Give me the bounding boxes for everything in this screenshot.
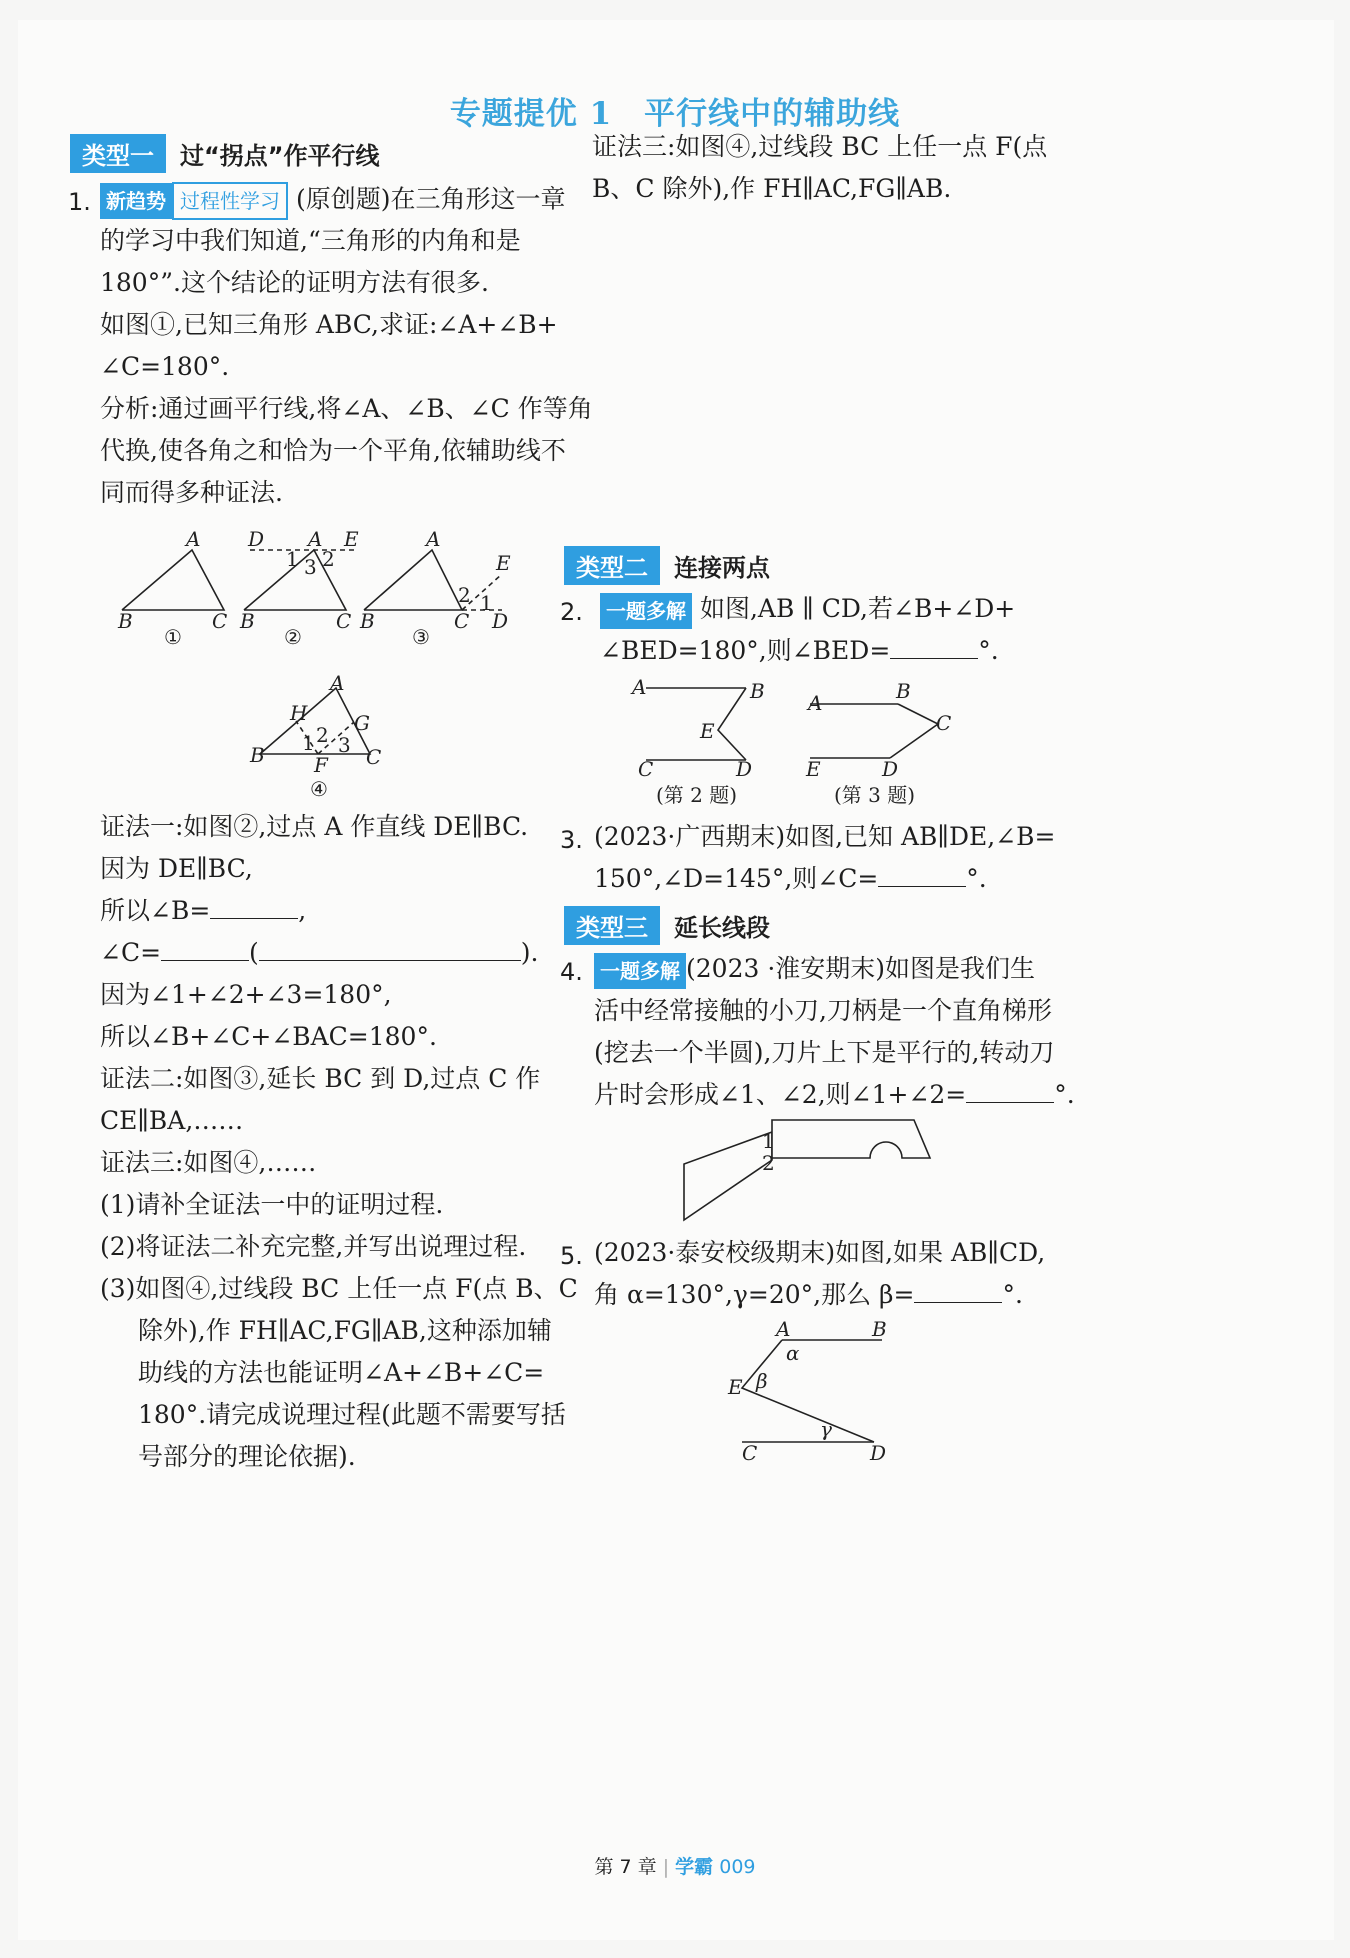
brand-label: 学霸 (675, 1856, 714, 1878)
q3-line: 150°,∠D=145°,则∠C= °. (594, 864, 987, 893)
question-number: 4. (560, 958, 583, 986)
proof-line: 180°.请完成说理过程(此题不需要写括 (138, 1400, 566, 1429)
fig-label: ④ (310, 777, 328, 801)
svg-text:B: B (872, 1318, 887, 1341)
svg-text:D: D (882, 757, 899, 781)
svg-text:C: C (366, 745, 382, 769)
proof-line: (2)将证法二补充完整,并写出说理过程. (100, 1232, 527, 1261)
right-proof-line: 证法三:如图④,过线段 BC 上任一点 F(点 (592, 132, 1048, 161)
fig-caption: (第 3 题) (834, 783, 916, 807)
fig-caption: (第 2 题) (656, 783, 738, 807)
svg-text:E: E (496, 551, 511, 575)
svg-text:B: B (360, 609, 375, 633)
svg-text:γ: γ (820, 1417, 832, 1441)
knife-figure (676, 1112, 946, 1228)
q4-line: 片时会形成∠1、∠2,则∠1+∠2= °. (594, 1080, 1075, 1109)
svg-text:B: B (240, 609, 255, 633)
svg-text:A: A (186, 528, 201, 551)
answer-blank[interactable] (259, 938, 521, 961)
svg-text:C: C (742, 1441, 758, 1465)
question-number: 2. (560, 598, 583, 626)
page-title: 专题提优 1 平行线中的辅助线 (449, 96, 901, 132)
section-title: 连接两点 (674, 554, 770, 582)
svg-text:A: A (632, 676, 647, 699)
proof-line: 所以∠B+∠C+∠BAC=180°. (100, 1022, 437, 1051)
fig-label: ② (284, 625, 302, 649)
proof-line: CE∥BA,…… (100, 1106, 244, 1135)
q1-line: 如图①,已知三角形 ABC,求证:∠A+∠B+ (100, 310, 558, 339)
svg-text:B: B (896, 679, 911, 703)
section-tag: 类型一 (70, 134, 166, 173)
svg-text:α: α (786, 1341, 800, 1365)
svg-text:D: D (248, 528, 265, 551)
q2-line: 一题多解 如图,AB ∥ CD,若∠B+∠D+ (600, 592, 1015, 629)
svg-text:B: B (250, 743, 265, 767)
svg-text:A: A (308, 528, 323, 551)
section-header-1 (70, 134, 380, 173)
q4-line: 活中经常接触的小刀,刀柄是一个直角梯形 (594, 996, 1052, 1025)
section-tag: 类型三 (564, 906, 660, 945)
svg-text:H: H (290, 701, 308, 725)
svg-text:2: 2 (316, 723, 329, 747)
section-tag: 类型二 (564, 546, 660, 585)
proof-line: 证法二:如图③,延长 BC 到 D,过点 C 作 (100, 1064, 541, 1093)
proof-line: 因为∠1+∠2+∠3=180°, (100, 980, 392, 1009)
q4-line: 一题多解 (2023 ·淮安期末)如图是我们生 (594, 952, 1035, 989)
answer-blank[interactable] (914, 1280, 1002, 1303)
q1-line: 的学习中我们知道,“三角形的内角和是 (100, 226, 521, 255)
svg-text:B: B (118, 609, 133, 633)
svg-text:A: A (330, 671, 345, 695)
q1-line-0: 新趋势 过程性学习 (原创题)在三角形这一章 (100, 182, 565, 220)
svg-text:F: F (314, 753, 328, 777)
svg-text:2: 2 (458, 583, 471, 607)
fig-label: ① (164, 625, 182, 649)
section-header-2 (564, 546, 770, 585)
q3-line: (2023·广西期末)如图,已知 AB∥DE,∠B= (594, 822, 1056, 851)
q1-figures (100, 528, 540, 808)
q1-line: ∠C=180°. (100, 352, 230, 381)
q1-line: 代换,使各角之和恰为一个平角,依辅助线不 (100, 436, 566, 465)
svg-text:C: C (454, 609, 470, 633)
answer-blank[interactable] (161, 938, 249, 961)
svg-text:3: 3 (338, 733, 351, 757)
svg-text:A: A (776, 1318, 791, 1341)
page-footer: 第 7 章 | 学霸 009 (594, 1856, 756, 1878)
svg-text:B: B (750, 679, 765, 703)
q1-line: 分析:通过画平行线,将∠A、∠B、∠C 作等角 (100, 394, 593, 423)
page-number: 009 (719, 1856, 756, 1878)
q4-line: (挖去一个半圆),刀片上下是平行的,转动刀 (594, 1038, 1055, 1067)
svg-text:D: D (736, 757, 753, 781)
svg-text:E: E (344, 528, 359, 551)
answer-blank[interactable] (966, 1080, 1054, 1103)
proof-line: 证法三:如图④,…… (100, 1148, 317, 1177)
q1-line: 180°”.这个结论的证明方法有很多. (100, 268, 489, 297)
proof-line: 助线的方法也能证明∠A+∠B+∠C= (138, 1358, 545, 1387)
answer-blank[interactable] (210, 896, 298, 919)
svg-text:β: β (756, 1369, 768, 1393)
svg-text:2: 2 (762, 1151, 775, 1175)
svg-text:E: E (806, 757, 821, 781)
fig-label: ③ (412, 625, 430, 649)
answer-blank[interactable] (878, 864, 966, 887)
svg-text:1: 1 (480, 591, 493, 615)
chapter-label: 第 7 章 (594, 1856, 657, 1878)
svg-text:C: C (212, 609, 228, 633)
q5-line: (2023·泰安校级期末)如图,如果 AB∥CD, (594, 1238, 1046, 1267)
svg-text:1: 1 (286, 547, 299, 571)
badge-process: 过程性学习 (172, 182, 288, 220)
proof-line: (1)请补全证法一中的证明过程. (100, 1190, 444, 1219)
svg-text:3: 3 (304, 555, 317, 579)
svg-text:D: D (492, 609, 509, 633)
right-proof-line: B、C 除外),作 FH∥AC,FG∥AB. (592, 174, 952, 203)
answer-blank[interactable] (890, 636, 978, 659)
question-number: 1. (68, 188, 91, 216)
svg-text:C: C (638, 757, 654, 781)
proof-line: 因为 DE∥BC, (100, 854, 253, 883)
svg-text:G: G (354, 711, 370, 735)
q5-figure (722, 1318, 902, 1468)
badge-new-trend: 新趋势 (100, 183, 172, 219)
badge-multi-solution: 一题多解 (600, 593, 692, 629)
question-number: 5. (560, 1242, 583, 1270)
svg-text:C: C (336, 609, 352, 633)
svg-text:1: 1 (762, 1129, 775, 1153)
q1-line: 同而得多种证法. (100, 478, 283, 507)
section-title: 过“拐点”作平行线 (180, 142, 380, 170)
svg-text:A: A (426, 528, 441, 551)
svg-text:A: A (808, 691, 823, 715)
q2-line: ∠BED=180°,则∠BED= °. (600, 636, 999, 665)
svg-text:1: 1 (302, 731, 315, 755)
proof-line: 号部分的理论依据). (138, 1442, 356, 1471)
proof-line: 所以∠B= , (100, 896, 307, 925)
badge-multi-solution: 一题多解 (594, 953, 686, 989)
svg-text:C: C (936, 711, 952, 735)
q2-q3-figures (620, 676, 960, 816)
section-header-3 (564, 906, 770, 945)
proof-line: ∠C= ( ). (100, 938, 539, 967)
svg-text:E: E (728, 1375, 743, 1399)
svg-text:2: 2 (322, 547, 335, 571)
q5-line: 角 α=130°,γ=20°,那么 β= °. (594, 1280, 1023, 1309)
question-number: 3. (560, 826, 583, 854)
svg-text:E: E (700, 719, 715, 743)
svg-text:D: D (870, 1441, 887, 1465)
proof-line: 除外),作 FH∥AC,FG∥AB,这种添加辅 (138, 1316, 552, 1345)
proof-line: 证法一:如图②,过点 A 作直线 DE∥BC. (100, 812, 529, 841)
section-title: 延长线段 (674, 914, 770, 942)
proof-line: (3)如图④,过线段 BC 上任一点 F(点 B、C (100, 1274, 578, 1303)
